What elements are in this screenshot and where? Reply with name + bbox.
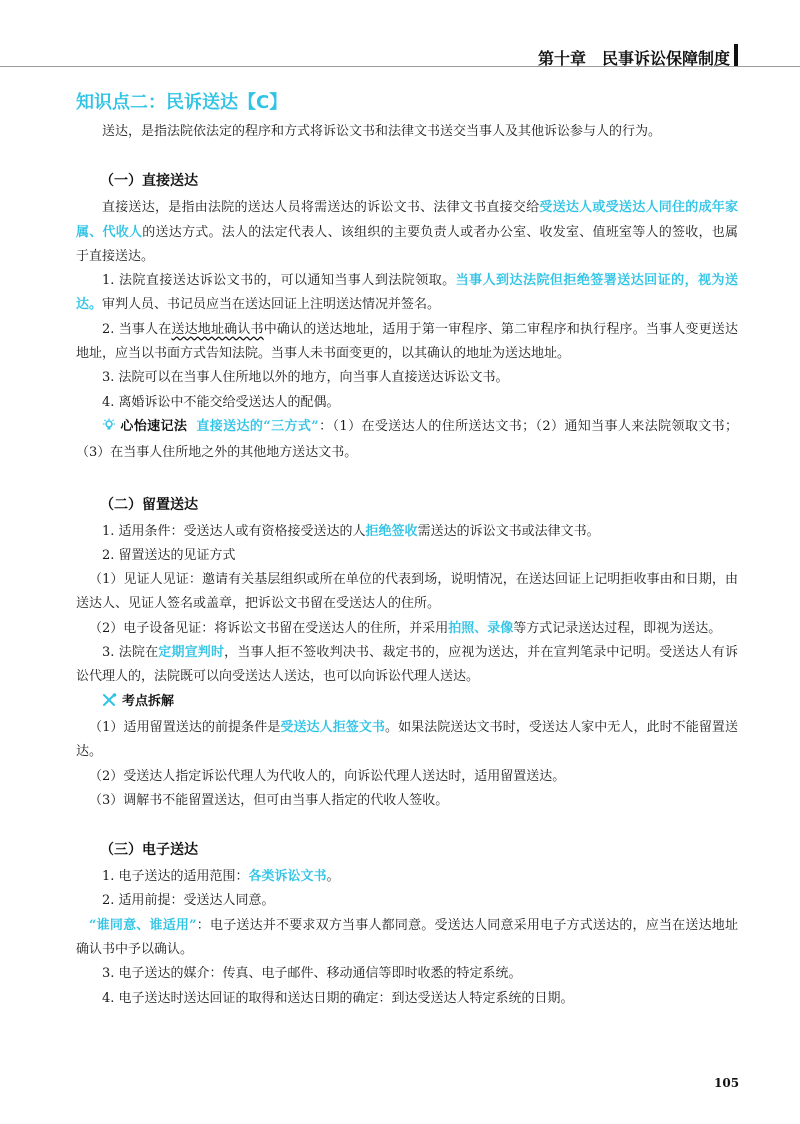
text-run: 需送达的诉讼文书或法律文书。 xyxy=(417,523,600,539)
text-run: 1. 电子送达的适用范围： xyxy=(102,869,249,885)
text-run: 审判人员、书记员应当在送达回证上注明送达情况并签名。 xyxy=(102,297,441,313)
text-run: 中确认的送达地址，适用于第一审程序、第二审程序和执行程序。当事人变更送达地址，应当以书面方式告知法院。当事人未书面变更的，以其确认的地址为送达地址。 xyxy=(76,321,738,362)
direct-delivery-item-2 xyxy=(76,318,738,367)
text-run: 3. 法院在 xyxy=(102,645,159,661)
direct-delivery-item-1 xyxy=(76,269,738,318)
lien-delivery-sub-1: （1）见证人见证：邀请有关基层组织或所在单位的代表到场，说明情况，在送达回证上记明拒收事由和日期，由送达人、见证人签名或盖章，把诉讼文书留在受送达人的住所。 xyxy=(76,572,738,612)
text-run: ，当事人拒不签收判决书、裁定书的，应视为送达，并在宣判笔录中记明。受送达人有诉讼代理人的，法院既可以向受送达人送达，也可以向诉讼代理人送达。 xyxy=(76,645,738,685)
highlight-text: 受送达人拒签文书 xyxy=(280,719,386,735)
direct-delivery-item-3: 3. 法院可以在当事人住所地以外的地方，向当事人直接送达诉讼文书。 xyxy=(102,370,509,386)
text-run: 直接送达，是指由法院的送达人员将需送达的诉讼文书、法律文书直接交给 xyxy=(102,200,540,216)
intro-paragraph: 送达，是指法院依法定的程序和方式将诉讼文书和法律文书送交当事人及其他诉讼参与人的行为。 xyxy=(102,124,662,139)
page-content xyxy=(76,88,738,1011)
lien-delivery-item-2: 2. 留置送达的见证方式 xyxy=(102,547,236,563)
wavy-underline-text: 送达地址确认书 xyxy=(171,321,264,337)
highlight-text: 当事人到达法院但拒绝签署送达回证的，视为送达。 xyxy=(76,273,738,313)
highlight-text: 受送达人或受送达人同住的成年家属、代收人 xyxy=(76,200,738,240)
text-run: ：电子送达并不要求双方当事人都同意。受送达人同意采用电子方式送达的，应当在送达地址确认书中予以确认。 xyxy=(76,917,738,958)
text-run: 1. 适用条件：受送达人或有资格接受送达的人 xyxy=(102,523,366,539)
text-run: 的送达方式。法人的法定代表人、该组织的主要负责人或者办公室、收发室、值班室等人的签收，也属于直接送达。 xyxy=(76,224,738,264)
section-direct-delivery-title: （一）直接送达 xyxy=(100,173,198,190)
analysis-point-1 xyxy=(76,716,738,765)
chapter-marker-bar xyxy=(734,44,738,66)
lien-delivery-item-3 xyxy=(76,641,738,690)
text-run: 。 xyxy=(326,869,340,885)
highlight-text: “谁同意、谁适用” xyxy=(89,917,197,933)
direct-delivery-item-4: 4. 离婚诉讼中不能交给受送达人的配偶。 xyxy=(102,394,340,410)
text-run: （2）电子设备见证：将诉讼文书留在受送达人的住所，并采用 xyxy=(89,620,449,636)
highlight-text: 各类诉讼文书 xyxy=(248,869,327,885)
analysis-label: 考点拆解 xyxy=(122,693,175,709)
analysis-point-3: （3）调解书不能留置送达，但可由当事人指定的代收人签收。 xyxy=(89,792,449,808)
electronic-delivery-item-2: 2. 适用前提：受送达人同意。 xyxy=(102,893,275,909)
memory-tip xyxy=(76,415,738,466)
electronic-delivery-quote xyxy=(76,914,738,963)
text-run: 2. 当事人在 xyxy=(102,321,172,337)
analysis-point-2: （2）受送达人指定诉讼代理人为代收人的，向诉讼代理人送达时，适用留置送达。 xyxy=(89,768,566,784)
highlight-text: 拍照、录像 xyxy=(448,620,514,636)
lien-delivery-item-1 xyxy=(76,520,738,544)
text-run: （1）适用留置送达的前提条件是 xyxy=(89,719,281,735)
knowledge-point-title: 知识点二：民诉送达【C】 xyxy=(76,92,288,113)
highlight-text: 直接送达的“三方式” xyxy=(196,418,319,434)
section-lien-delivery-title: （二）留置送达 xyxy=(100,496,198,513)
tip-label: 心怡速记法 xyxy=(120,418,188,434)
analysis-heading xyxy=(76,690,738,716)
direct-delivery-definition xyxy=(76,196,738,269)
text-run: 等方式记录送达过程，即视为送达。 xyxy=(513,620,722,636)
electronic-delivery-item-1 xyxy=(76,865,738,889)
chapter-title: 第十章 民事诉讼保障制度 xyxy=(537,49,730,68)
section-electronic-delivery-title: （三）电子送达 xyxy=(100,842,198,859)
text-run: 。如果法院送达文书时，受送达人家中无人，此时不能留置送达。 xyxy=(76,719,738,760)
lightbulb-icon xyxy=(89,417,116,441)
highlight-text: 定期宣判时 xyxy=(158,645,225,661)
page-number: 105 xyxy=(714,1076,740,1090)
highlight-text: 拒绝签收 xyxy=(365,523,418,539)
tools-icon xyxy=(89,692,118,716)
electronic-delivery-item-3: 3. 电子送达的媒介：传真、电子邮件、移动通信等即时收悉的特定系统。 xyxy=(102,966,522,982)
text-run: ：（1）在受送达人的住所送达文书；（2）通知当事人来法院领取文书；（3）在当事人住所地之外的其他地方送达文书。 xyxy=(76,418,738,461)
lien-delivery-sub-2 xyxy=(76,617,738,641)
text-run: 1. 法院直接送达诉讼文书的，可以通知当事人到法院领取。 xyxy=(102,273,456,289)
page-header xyxy=(0,0,800,67)
electronic-delivery-item-4: 4. 电子送达时送达回证的取得和送达日期的确定：到达受送达人特定系统的日期。 xyxy=(102,990,574,1006)
